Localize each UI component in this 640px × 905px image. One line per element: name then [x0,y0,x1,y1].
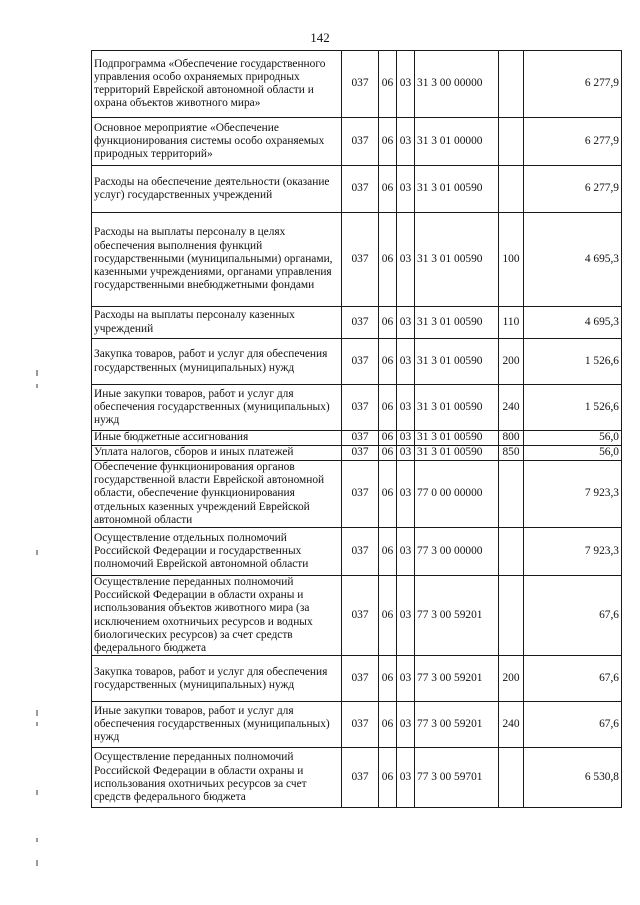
table-row [92,385,622,431]
expense-type-code [499,166,524,213]
amount-value: 4 695,3 [524,213,622,307]
expense-type-code: 200 [499,339,524,385]
target-article-code: 77 3 00 00000 [415,528,499,576]
table-row [92,118,622,166]
subsection-code: 03 [397,446,415,461]
expense-type-code: 800 [499,431,524,446]
row-description: Закупка товаров, работ и услуг для обеспечения государственных (муниципальных) нужд [92,339,342,385]
subsection-code: 03 [397,166,415,213]
row-description: Расходы на выплаты персоналу казенных учреждений [92,307,342,339]
budget-table [91,50,622,808]
subsection-code: 03 [397,656,415,702]
ministry-code: 037 [342,431,379,446]
subsection-code: 03 [397,385,415,431]
ministry-code: 037 [342,118,379,166]
subsection-code: 03 [397,431,415,446]
ministry-code: 037 [342,528,379,576]
ministry-code: 037 [342,656,379,702]
ministry-code: 037 [342,213,379,307]
ministry-code: 037 [342,385,379,431]
amount-value: 6 277,9 [524,166,622,213]
target-article-code: 77 3 00 59201 [415,576,499,656]
row-description: Иные закупки товаров, работ и услуг для обеспечения государственных (муниципальных) нужд [92,702,342,748]
table-row [92,166,622,213]
amount-value: 56,0 [524,446,622,461]
expense-type-code [499,528,524,576]
target-article-code: 31 3 01 00590 [415,213,499,307]
expense-type-code [499,118,524,166]
subsection-code: 03 [397,748,415,808]
section-code: 06 [379,656,397,702]
section-code: 06 [379,576,397,656]
expense-type-code [499,461,524,528]
section-code: 06 [379,118,397,166]
amount-value: 67,6 [524,576,622,656]
target-article-code: 31 3 01 00590 [415,431,499,446]
amount-value: 56,0 [524,431,622,446]
amount-value: 1 526,6 [524,385,622,431]
section-code: 06 [379,431,397,446]
target-article-code: 31 3 01 00000 [415,118,499,166]
expense-type-code: 100 [499,213,524,307]
ministry-code: 037 [342,51,379,118]
row-description: Осуществление переданных полномочий Российской Федерации в области охраны и использования охотничьих ресурсов за счет средств федерального бюджета [92,748,342,808]
table-row [92,528,622,576]
table-row [92,339,622,385]
scan-margin-marks [36,360,42,880]
amount-value: 6 277,9 [524,118,622,166]
table-row [92,576,622,656]
amount-value: 7 923,3 [524,528,622,576]
subsection-code: 03 [397,576,415,656]
amount-value: 4 695,3 [524,307,622,339]
subsection-code: 03 [397,528,415,576]
section-code: 06 [379,702,397,748]
expense-type-code [499,576,524,656]
amount-value: 1 526,6 [524,339,622,385]
table-row [92,431,622,446]
ministry-code: 037 [342,461,379,528]
target-article-code: 77 0 00 00000 [415,461,499,528]
table-row [92,656,622,702]
section-code: 06 [379,307,397,339]
table-row [92,461,622,528]
target-article-code: 31 3 00 00000 [415,51,499,118]
row-description: Обеспечение функционирования органов государственной власти Еврейской автономной области, обеспечение функционирования отдельных казенных учреждений Еврейской автономной области [92,461,342,528]
ministry-code: 037 [342,307,379,339]
row-description: Подпрограмма «Обеспечение государственного управления особо охраняемых природных территорий Еврейской автономной области и охрана объектов животного мира» [92,51,342,118]
expense-type-code [499,51,524,118]
section-code: 06 [379,339,397,385]
ministry-code: 037 [342,166,379,213]
subsection-code: 03 [397,307,415,339]
target-article-code: 31 3 01 00590 [415,446,499,461]
amount-value: 67,6 [524,702,622,748]
section-code: 06 [379,51,397,118]
subsection-code: 03 [397,461,415,528]
section-code: 06 [379,446,397,461]
ministry-code: 037 [342,576,379,656]
subsection-code: 03 [397,339,415,385]
section-code: 06 [379,748,397,808]
expense-type-code [499,748,524,808]
row-description: Иные бюджетные ассигнования [92,431,342,446]
table-row [92,702,622,748]
expense-type-code: 200 [499,656,524,702]
row-description: Уплата налогов, сборов и иных платежей [92,446,342,461]
section-code: 06 [379,213,397,307]
budget-table-body [92,51,622,808]
expense-type-code: 240 [499,385,524,431]
expense-type-code: 850 [499,446,524,461]
section-code: 06 [379,166,397,213]
table-row [92,51,622,118]
amount-value: 6 277,9 [524,51,622,118]
row-description: Осуществление отдельных полномочий Российской Федерации и государственных полномочий Еврейской автономной области [92,528,342,576]
row-description: Расходы на обеспечение деятельности (оказание услуг) государственных учреждений [92,166,342,213]
subsection-code: 03 [397,702,415,748]
target-article-code: 31 3 01 00590 [415,307,499,339]
target-article-code: 31 3 01 00590 [415,385,499,431]
row-description: Иные закупки товаров, работ и услуг для обеспечения государственных (муниципальных) нужд [92,385,342,431]
expense-type-code: 110 [499,307,524,339]
subsection-code: 03 [397,51,415,118]
row-description: Закупка товаров, работ и услуг для обеспечения государственных (муниципальных) нужд [92,656,342,702]
table-row [92,213,622,307]
ministry-code: 037 [342,446,379,461]
section-code: 06 [379,385,397,431]
ministry-code: 037 [342,702,379,748]
subsection-code: 03 [397,118,415,166]
amount-value: 7 923,3 [524,461,622,528]
row-description: Осуществление переданных полномочий Российской Федерации в области охраны и использования объектов животного мира (за исключением охотничьих ресурсов и водных биологических ресурсов) за счет средств федерального бюджета [92,576,342,656]
page-number: 142 [310,30,330,45]
target-article-code: 77 3 00 59701 [415,748,499,808]
amount-value: 67,6 [524,656,622,702]
table-row [92,307,622,339]
target-article-code: 31 3 01 00590 [415,166,499,213]
section-code: 06 [379,461,397,528]
table-row [92,446,622,461]
section-code: 06 [379,528,397,576]
ministry-code: 037 [342,748,379,808]
target-article-code: 31 3 01 00590 [415,339,499,385]
expense-type-code: 240 [499,702,524,748]
target-article-code: 77 3 00 59201 [415,656,499,702]
amount-value: 6 530,8 [524,748,622,808]
target-article-code: 77 3 00 59201 [415,702,499,748]
table-row [92,748,622,808]
subsection-code: 03 [397,213,415,307]
ministry-code: 037 [342,339,379,385]
row-description: Основное мероприятие «Обеспечение функционирования системы особо охраняемых природных территорий» [92,118,342,166]
row-description: Расходы на выплаты персоналу в целях обеспечения выполнения функций государственными (муниципальными) органами, казенными учреждениями, органами управления государственными внебюджетными фондами [92,213,342,307]
